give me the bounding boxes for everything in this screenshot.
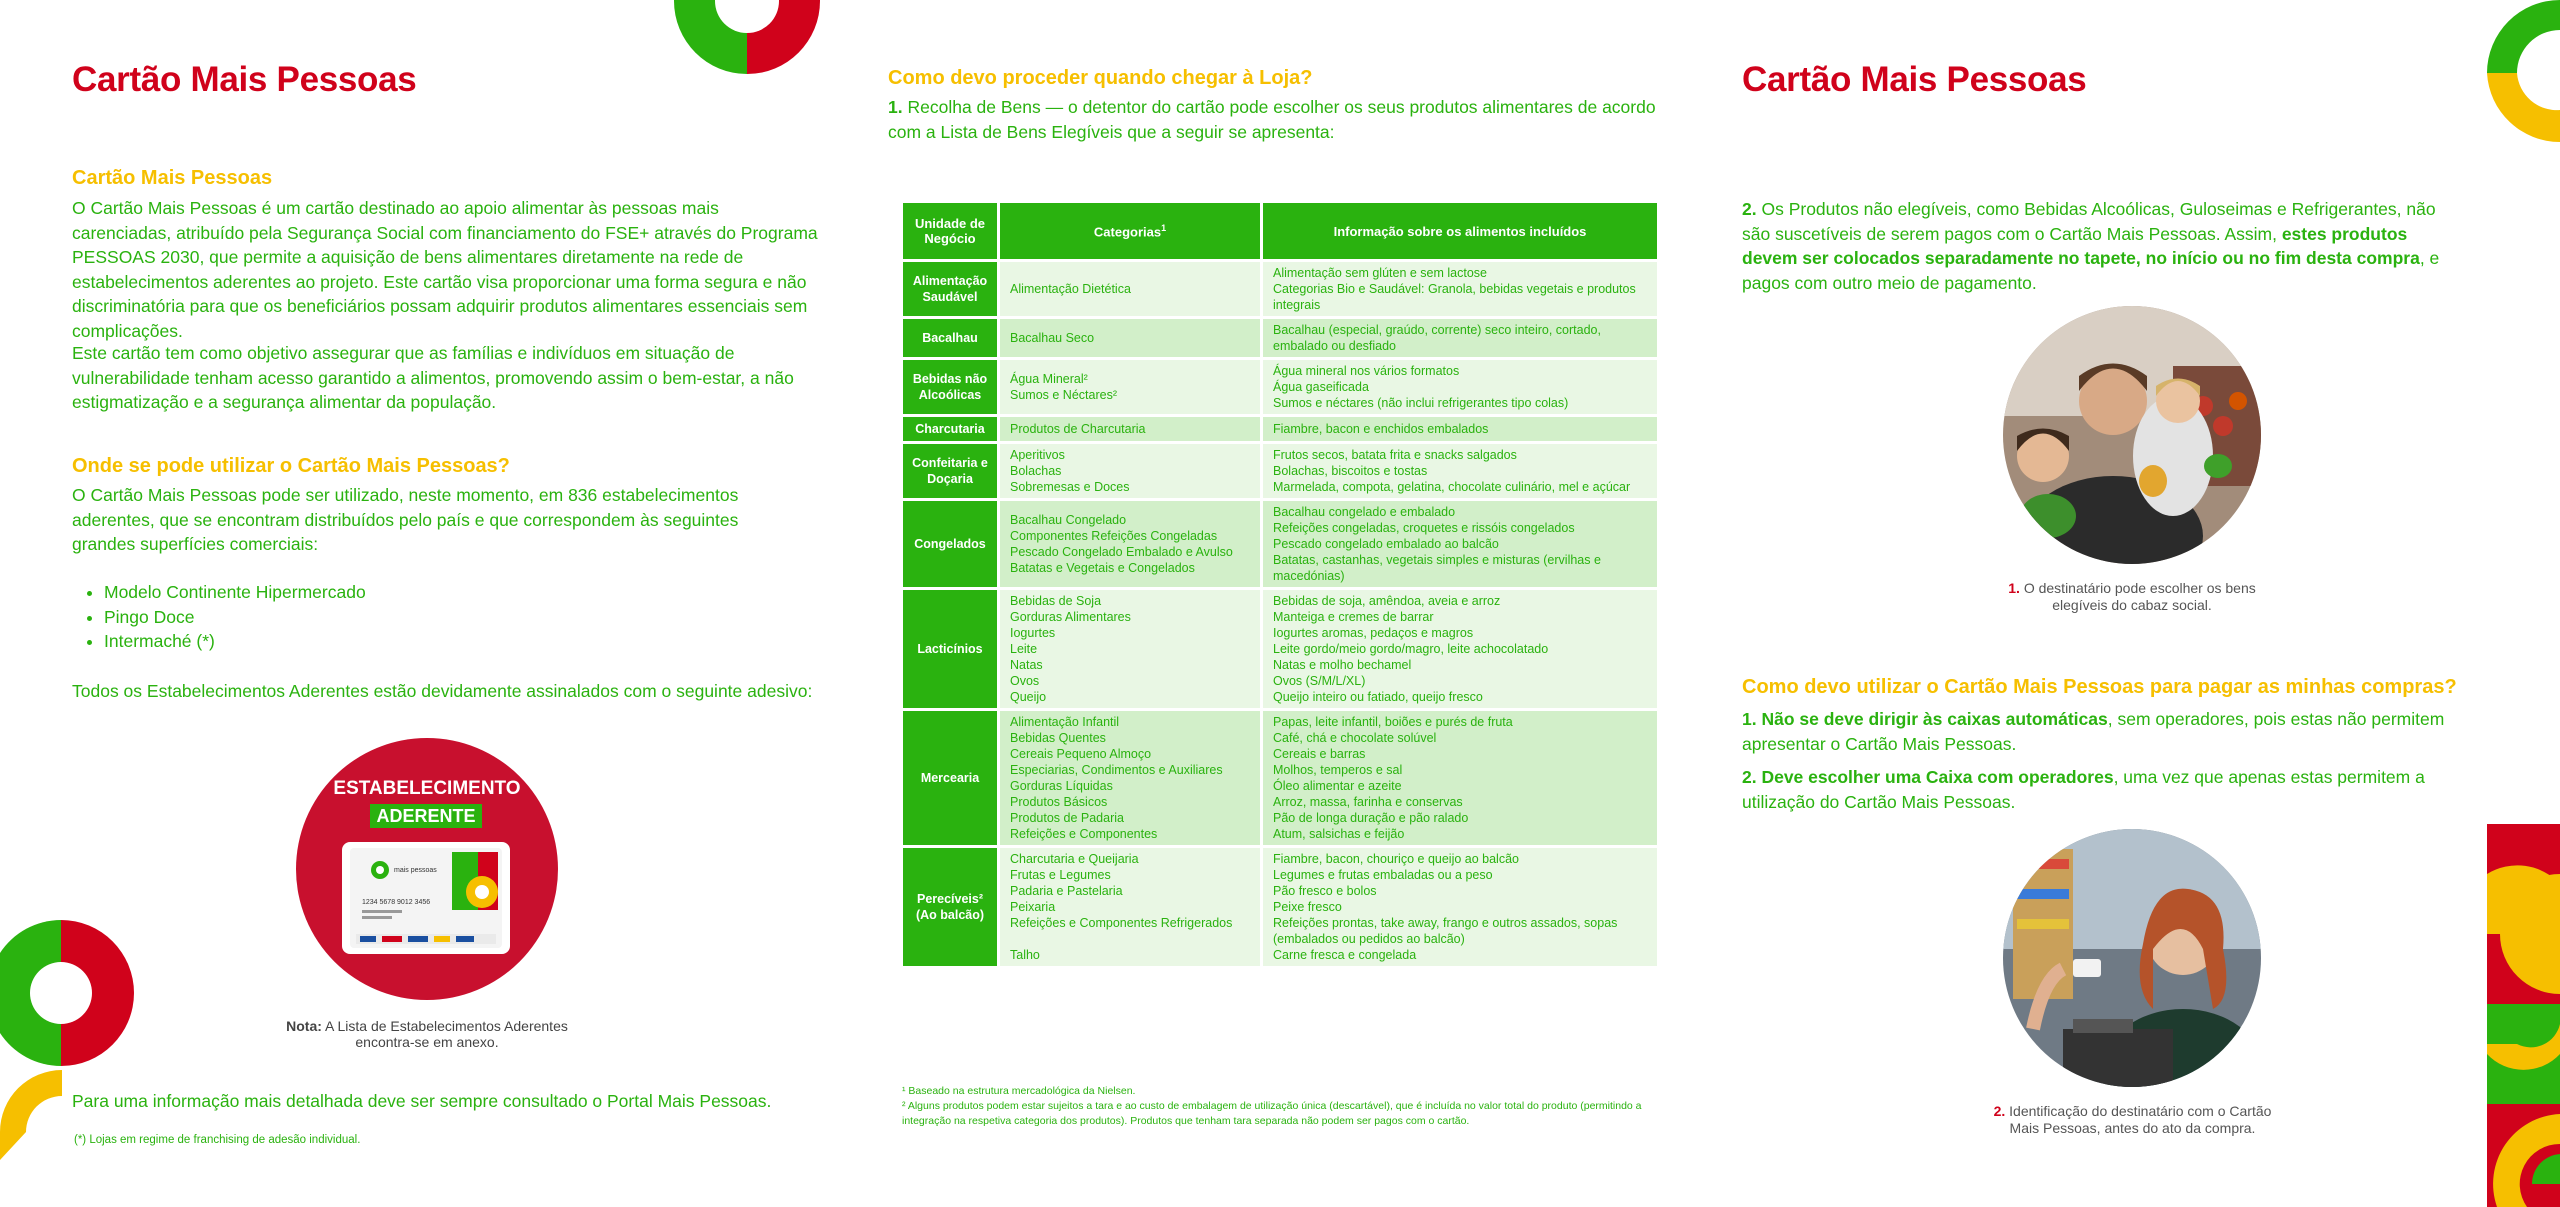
info-line: Pão fresco e bolos [1273, 884, 1377, 898]
category-line: Aperitivos [1010, 448, 1065, 462]
list-item: • Modelo Continente Hipermercado [104, 580, 366, 605]
category-line: Produtos de Charcutaria [1010, 422, 1146, 436]
category-line: Especiarias, Condimentos e Auxiliares [1010, 763, 1223, 777]
section-heading-payment: Como devo utilizar o Cartão Mais Pessoas para pagar as minhas compras? [1742, 676, 2457, 698]
item1-bold: 1. Não se deve dirigir às caixas automáticas [1742, 709, 2108, 729]
category-cell [1000, 262, 1260, 316]
photo-checkout-operator [2003, 829, 2261, 1087]
business-unit-cell: Confeitaria e Doçaria [903, 444, 997, 498]
info-line: Papas, leite infantil, boiões e purés de fruta [1273, 715, 1513, 729]
item2-text: , uma vez que apenas estas permitem a utilização do Cartão Mais Pessoas. [1742, 767, 2425, 812]
category-cell [1000, 711, 1260, 845]
category-line: Bacalhau Seco [1010, 331, 1095, 345]
info-cell [1263, 590, 1657, 708]
caption1-number: 1. [2008, 580, 2020, 596]
category-line: Bacalhau Congelado [1010, 513, 1127, 527]
about-paragraph-2: Este cartão tem como objetivo assegurar que as famílias e indivíduos em situação de vulnerabilidade tenham acesso garantido a alimentos, promovendo assim o bem-estar, a não estigmatização e a segurança alimentar da população. [72, 343, 794, 412]
info-cell [1263, 848, 1657, 966]
business-unit-cell: Bacalhau [903, 319, 997, 357]
info-cell [1263, 444, 1657, 498]
step1-text: Recolha de Bens — o detentor do cartão pode escolher os seus produtos alimentares de acordo com a Lista de Bens Elegíveis que a seguir se apresenta: [888, 97, 1656, 142]
category-line: Ovos [1010, 674, 1040, 688]
info-line: Cereais e barras [1273, 747, 1366, 761]
info-cell [1263, 319, 1657, 357]
info-line: Bacalhau congelado e embalado [1273, 505, 1456, 519]
where-paragraph: O Cartão Mais Pessoas pode ser utilizado, neste momento, em 836 estabelecimentos aderentes, que se encontram distribuídos pelo país e que correspondem às seguintes grandes superfícies comerciais: [72, 485, 739, 554]
section-heading-where: Onde se pode utilizar o Cartão Mais Pessoas? [72, 455, 510, 477]
page-title-right: Cartão Mais Pessoas [1742, 60, 2087, 99]
table-row [903, 711, 1657, 845]
decorative-ring-left [0, 920, 134, 1066]
info-line: Sumos e néctares (não inclui refrigerantes tipo colas) [1273, 396, 1569, 410]
business-unit-cell: Charcutaria [903, 417, 997, 441]
decorative-quarter-yellow-left [0, 1070, 62, 1160]
info-line: Marmelada, compota, gelatina, chocolate culinário, mel e açúcar [1273, 480, 1631, 494]
portal-paragraph: Para uma informação mais detalhada deve ser sempre consultado o Portal Mais Pessoas. [72, 1091, 772, 1111]
info-line: Pão de longa duração e pão ralado [1273, 811, 1469, 825]
footnote-2: ² Alguns produtos podem estar sujeitos a tara e ao custo de embalagem de utilização única (descartável), que é incluída no valor total do produto (permitindo a integração na respetiva categoria dos produtos). Produtos que tenham tara separada não podem ser pagos com o cartão. [902, 1100, 1642, 1127]
p2-text-b: , e pagos com outro meio de pagamento. [1742, 248, 2440, 293]
loyalty-card-image [342, 842, 510, 954]
adherent-sticker [296, 738, 558, 1000]
header-categories: Categorias$^1$ [1000, 203, 1260, 259]
caption1-text: O destinatário pode escolher os bens elegíveis do cabaz social. [2019, 580, 2256, 613]
decorative-blocks-bottom-right [2487, 824, 2560, 1207]
info-line: Categorias Bio e Saudável: Granola, bebidas vegetais e produtos integrais [1273, 282, 1636, 312]
category-cell [1000, 319, 1260, 357]
category-line: Sobremesas e Doces [1010, 480, 1130, 494]
table-row [903, 262, 1657, 316]
table-row [903, 444, 1657, 498]
category-line: Frutas e Legumes [1010, 868, 1111, 882]
p2-text-a: Os Produtos não elegíveis, como Bebidas Alcoólicas, Guloseimas e Refrigerantes, não são suscetíveis de serem pagos com o Cartão Mais Pessoas. Assim, [1742, 199, 2436, 244]
footnote-1: ¹ Baseado na estrutura mercadológica da Nielsen. [902, 1085, 1136, 1097]
business-unit-cell: Bebidas não Alcoólicas [903, 360, 997, 414]
info-line: Fiambre, bacon e enchidos embalados [1273, 422, 1489, 436]
info-line: Bacalhau (especial, graúdo, corrente) seco inteiro, cortado, embalado ou desfiado [1273, 323, 1601, 353]
payment-item-1 [1742, 707, 2462, 756]
category-line: Refeições e Componentes [1010, 827, 1158, 841]
table-row [903, 848, 1657, 966]
info-line: Fiambre, bacon, chouriço e queijo ao balcão [1273, 852, 1519, 866]
photo-caption-1 [1990, 580, 2274, 614]
category-line: Alimentação Infantil [1010, 715, 1120, 729]
business-unit-cell: Alimentação Saudável [903, 262, 997, 316]
category-line: Leite [1010, 642, 1038, 656]
category-line: Iogurtes [1010, 626, 1056, 640]
note-label: Nota: [286, 1018, 322, 1034]
category-line: Pescado Congelado Embalado e Avulso [1010, 545, 1233, 559]
category-line: Batatas e Vegetais e Congelados [1010, 561, 1195, 575]
category-line: Bebidas de Soja [1010, 594, 1102, 608]
info-line: Água mineral nos vários formatos [1273, 364, 1460, 378]
table-footnotes [902, 1084, 1670, 1129]
store-list [72, 580, 366, 654]
list-item: • Pingo Doce [104, 605, 366, 630]
table-row [903, 319, 1657, 357]
table-row [903, 417, 1657, 441]
info-line: Água gaseificada [1273, 380, 1369, 394]
category-cell [1000, 848, 1260, 966]
category-cell [1000, 501, 1260, 587]
p2-text-bold: estes produtos devem ser colocados separadamente no tapete, no início ou no fim desta compra [1742, 223, 2420, 268]
category-line: Bebidas Quentes [1010, 731, 1106, 745]
table-header-row [903, 203, 1657, 259]
table-row [903, 501, 1657, 587]
category-line [1010, 931, 1250, 947]
info-line: Bolachas, biscoitos e tostas [1273, 464, 1428, 478]
info-cell [1263, 711, 1657, 845]
table-row [903, 590, 1657, 708]
category-line: Talho [1010, 948, 1040, 962]
info-line: Queijo inteiro ou fatiado, queijo fresco [1273, 690, 1483, 704]
info-line: Manteiga e cremes de barrar [1273, 610, 1434, 624]
category-line: Produtos Básicos [1010, 795, 1108, 809]
eligible-goods-table [900, 200, 1660, 969]
photo-caption-2 [1980, 1103, 2285, 1137]
caption2-number: 2. [1993, 1103, 2006, 1119]
business-unit-cell: Perecíveis² (Ao balcão) [903, 848, 997, 966]
category-cell [1000, 360, 1260, 414]
info-line: Alimentação sem glúten e sem lactose [1273, 266, 1487, 280]
category-line: Bolachas [1010, 464, 1062, 478]
category-line: Charcutaria e Queijaria [1010, 852, 1139, 866]
decorative-ring-top [674, 0, 820, 74]
info-line: Carne fresca e congelada [1273, 948, 1417, 962]
category-line: Queijo [1010, 690, 1047, 704]
category-line: Peixaria [1010, 900, 1056, 914]
business-unit-cell: Congelados [903, 501, 997, 587]
info-cell [1263, 501, 1657, 587]
step1-number: 1. [888, 97, 903, 117]
table-row [903, 360, 1657, 414]
category-line: Sumos e Néctares² [1010, 388, 1117, 402]
p2-number: 2. [1742, 199, 1757, 219]
sticker-note [272, 1018, 582, 1050]
info-line: Natas e molho bechamel [1273, 658, 1412, 672]
category-cell [1000, 444, 1260, 498]
info-cell [1263, 417, 1657, 441]
category-cell [1000, 417, 1260, 441]
decorative-ring-top-right [2487, 0, 2560, 142]
info-line: Café, chá e chocolate solúvel [1273, 731, 1437, 745]
sticker-line-adherent: ADERENTE [370, 804, 482, 828]
category-line: Cereais Pequeno Almoço [1010, 747, 1152, 761]
sticker-intro-paragraph: Todos os Estabelecimentos Aderentes estão devidamente assinalados com o seguinte adesivo: [72, 681, 813, 701]
info-line: Refeições prontas, take away, frango e outros assados, sopas (embalados ou pedidos ao balcão) [1273, 916, 1618, 946]
page-title-left: Cartão Mais Pessoas [72, 60, 417, 99]
info-line: Refeições congeladas, croquetes e rissóis congelados [1273, 521, 1575, 535]
photo-family-shopping [2003, 306, 2261, 564]
business-unit-cell: Mercearia [903, 711, 997, 845]
about-paragraph-1: O Cartão Mais Pessoas é um cartão destinado ao apoio alimentar às pessoas mais carenciadas, atribuído pela Segurança Social com financiamento do FSE+ através do Programa PESSOAS 2030, que permite a aquisição de bens alimentares diretamente na rede de estabelecimentos aderentes ao projeto. Este cartão visa proporcionar uma forma segura e não discriminatória para que os beneficiários possam adquirir produtos alimentares essenciais sem complicações. [72, 198, 818, 341]
section-heading-store: Como devo proceder quando chegar à Loja? [888, 67, 1313, 89]
category-line: Gorduras Alimentares [1010, 610, 1131, 624]
step1-paragraph [888, 95, 1678, 144]
info-line: Ovos (S/M/L/XL) [1273, 674, 1366, 688]
section-heading-about: Cartão Mais Pessoas [72, 167, 273, 189]
info-line: Bebidas de soja, amêndoa, aveia e arroz [1273, 594, 1501, 608]
note-text: A Lista de Estabelecimentos Aderentes encontra-se em anexo. [321, 1018, 568, 1050]
category-line: Alimentação Dietética [1010, 282, 1131, 296]
payment-item-2 [1742, 765, 2462, 814]
category-line: Gorduras Líquidas [1010, 779, 1113, 793]
franchise-footnote: (*) Lojas em regime de franchising de adesão individual. [74, 1134, 361, 1146]
card-number-text: 1234 5678 9012 3456 [362, 899, 431, 906]
category-line: Padaria e Pastelaria [1010, 884, 1123, 898]
item2-bold: 2. Deve escolher uma Caixa com operadores [1742, 767, 2114, 787]
list-item: • Intermaché (*) [104, 629, 366, 654]
info-line: Pescado congelado embalado ao balcão [1273, 537, 1499, 551]
caption2-text: Identificação do destinatário com o Cartão Mais Pessoas, antes do ato da compra. [2005, 1103, 2272, 1136]
info-cell [1263, 262, 1657, 316]
info-line: Frutos secos, batata frita e snacks salgados [1273, 448, 1517, 462]
category-line: Componentes Refeições Congeladas [1010, 529, 1218, 543]
info-line: Atum, salsichas e feijão [1273, 827, 1405, 841]
category-line: Natas [1010, 658, 1043, 672]
category-line: Água Mineral² [1010, 372, 1088, 386]
category-line: Produtos de Padaria [1010, 811, 1124, 825]
info-line: Iogurtes aromas, pedaços e magros [1273, 626, 1474, 640]
item1-text: , sem operadores, pois estas não permitem apresentar o Cartão Mais Pessoas. [1742, 709, 2445, 754]
category-cell [1000, 590, 1260, 708]
business-unit-cell: Lacticínios [903, 590, 997, 708]
table-body [903, 262, 1657, 966]
header-info: Informação sobre os alimentos incluídos [1263, 203, 1657, 259]
info-line: Molhos, temperos e sal [1273, 763, 1403, 777]
header-business: Unidade de Negócio [903, 203, 997, 259]
non-eligible-paragraph [1742, 197, 2462, 295]
info-line: Leite gordo/meio gordo/magro, leite achocolatado [1273, 642, 1549, 656]
info-line: Legumes e frutas embaladas ou a peso [1273, 868, 1493, 882]
info-line: Óleo alimentar e azeite [1273, 779, 1402, 793]
sticker-line-establishment: ESTABELECIMENTO [333, 778, 521, 799]
info-line: Batatas, castanhas, vegetais simples e misturas (ervilhas e macedónias) [1273, 553, 1601, 583]
info-line: Arroz, massa, farinha e conservas [1273, 795, 1463, 809]
info-line: Peixe fresco [1273, 900, 1342, 914]
info-cell [1263, 360, 1657, 414]
card-brand-text: mais pessoas [394, 867, 437, 874]
category-line: Refeições e Componentes Refrigerados [1010, 916, 1233, 930]
